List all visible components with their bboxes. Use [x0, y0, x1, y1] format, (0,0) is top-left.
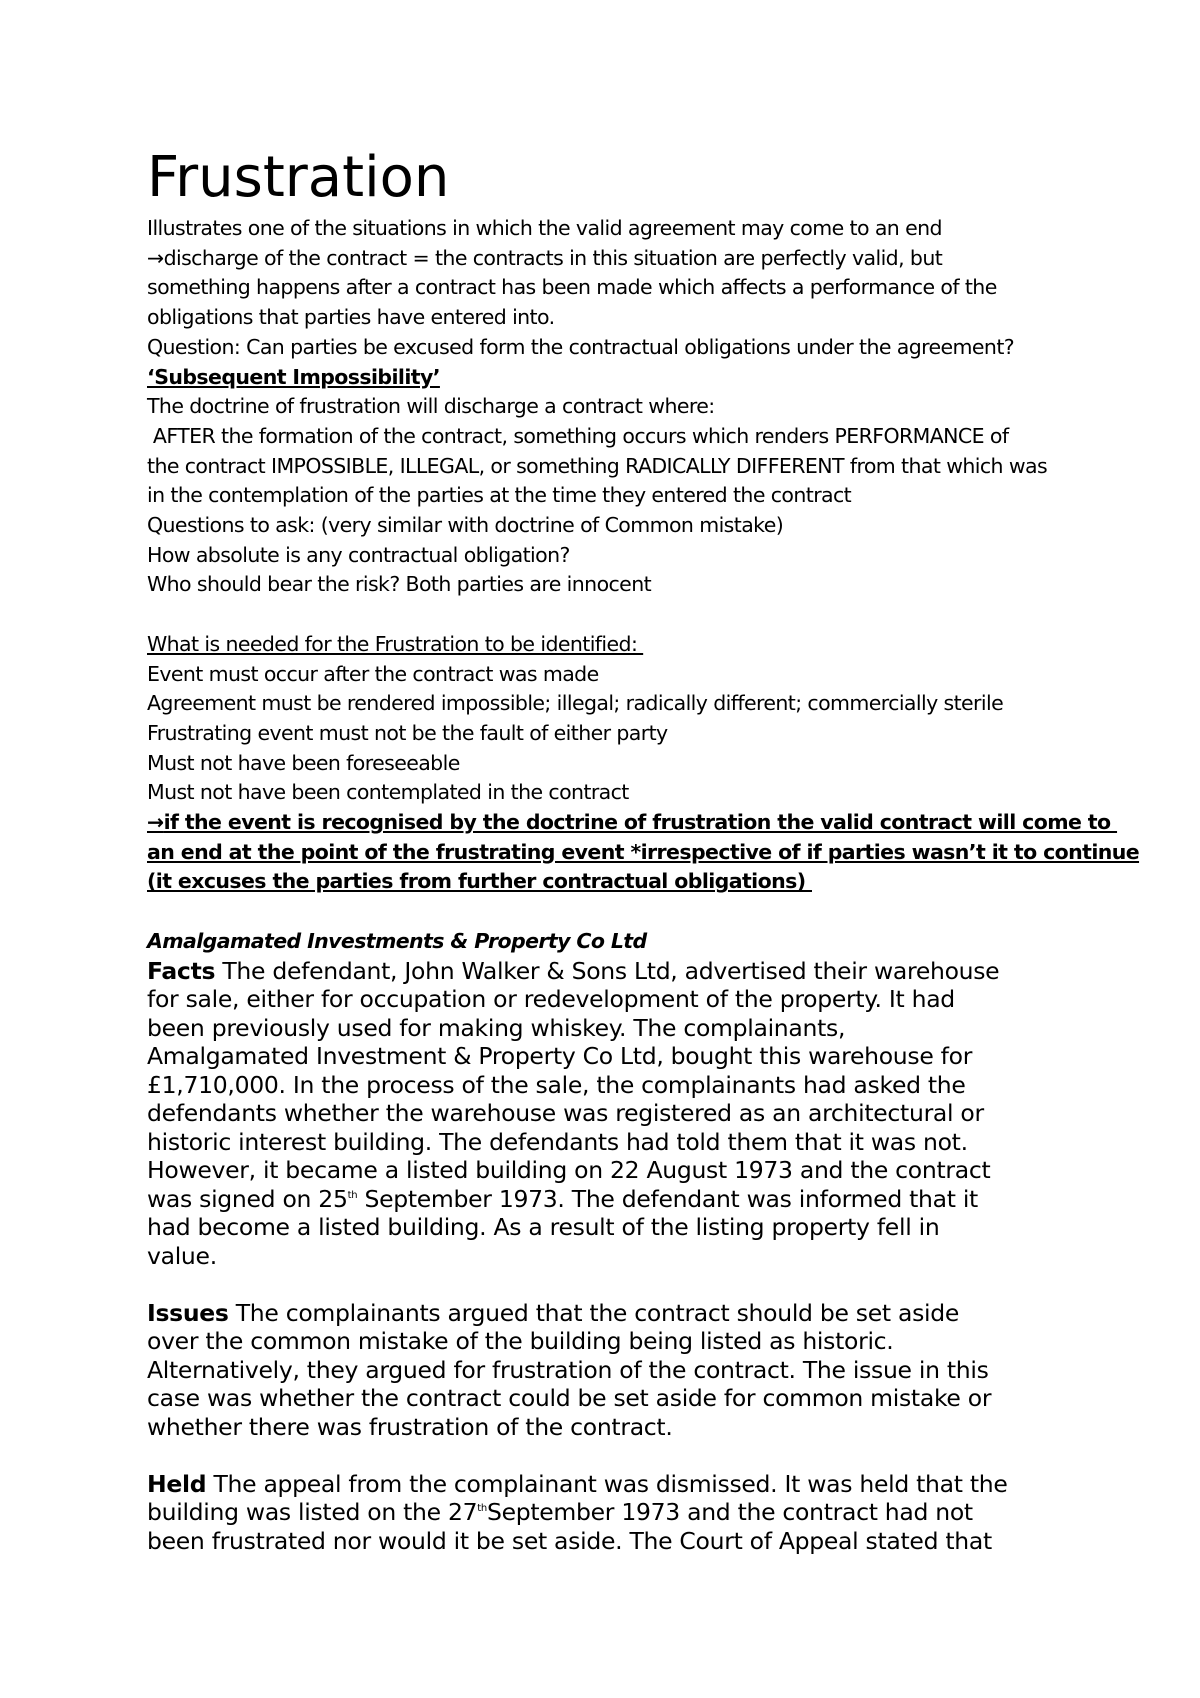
conclusion-line: an end at the point of the frustrating event *irrespective of if parties wasn’t it to continue	[147, 839, 1140, 864]
facts-line: been previously used for making whiskey. The complainants,	[147, 1013, 846, 1042]
facts-line: for sale, either for occupation or redevelopment of the property. It had	[147, 985, 955, 1014]
facts-line: had become a listed building. As a result of the listing property fell in	[147, 1213, 940, 1242]
intro-line: Illustrates one of the situations in which the valid agreement may come to an end	[147, 216, 942, 240]
needed-item: Must not have been foreseeable	[147, 750, 460, 775]
issues-text: The complainants argued that the contract should be set aside	[228, 1298, 960, 1327]
facts-line: However, it became a listed building on 22 August 1973 and the contract	[147, 1156, 991, 1185]
intro-text: discharge of the contract = the contracts in this situation are perfectly valid, but	[163, 245, 943, 270]
facts-line: value.	[147, 1241, 217, 1270]
held-label: Held	[147, 1469, 207, 1498]
arrow-icon: →	[147, 245, 164, 270]
facts-text: was signed on 25	[147, 1184, 348, 1213]
spacer	[147, 1270, 1077, 1299]
page-title: Frustration	[147, 145, 450, 210]
needed-item: Event must occur after the contract was made	[147, 661, 599, 686]
conclusion-line	[147, 808, 1118, 838]
doctrine-line: How absolute is any contractual obligation?	[147, 542, 570, 567]
held-text: September 1973 and the contract had not	[486, 1498, 973, 1527]
facts-line	[147, 1185, 1077, 1214]
doctrine-line: AFTER the formation of the contract, something occurs which renders PERFORMANCE of	[147, 423, 1009, 448]
conclusion-text: if the event is recognised by the doctrine of frustration the valid contract will come to	[163, 810, 1118, 835]
held-text: The appeal from the complainant was dismissed. It was held that the	[206, 1469, 1008, 1498]
case-title: Amalgamated Investments & Property Co Ltd	[147, 928, 647, 953]
facts-text: The defendant, John Walker & Sons Ltd, advertised their warehouse	[215, 956, 1000, 985]
facts-label: Facts	[147, 956, 216, 985]
issues-label: Issues	[147, 1298, 229, 1327]
held-line	[147, 1470, 1077, 1499]
issues-line: case was whether the contract could be set aside for common mistake or	[147, 1384, 992, 1413]
needed-item: Must not have been contemplated in the contract	[147, 780, 629, 805]
spacer	[147, 1441, 1077, 1470]
ordinal-suffix: th	[477, 1503, 487, 1515]
issues-line: over the common mistake of the building being listed as historic.	[147, 1327, 894, 1356]
intro-line: something happens after a contract has been made which affects a performance of the	[147, 275, 997, 300]
doctrine-line: Who should bear the risk? Both parties are innocent	[147, 572, 652, 597]
facts-line: £1,710,000. In the process of the sale, the complainants had asked the	[147, 1070, 966, 1099]
facts-line: defendants whether the warehouse was registered as an architectural or	[147, 1099, 984, 1128]
issues-line: whether there was frustration of the contract.	[147, 1412, 673, 1441]
facts-line: Amalgamated Investment & Property Co Ltd, bought this warehouse for	[147, 1042, 973, 1071]
issues-line	[147, 1299, 1077, 1328]
facts-line: historic interest building. The defendants had told them that it was not.	[147, 1127, 968, 1156]
facts-text: September 1973. The defendant was informed that it	[357, 1184, 978, 1213]
facts-line	[147, 957, 1077, 986]
doctrine-line: The doctrine of frustration will discharge a contract where:	[147, 394, 715, 419]
spacer	[147, 897, 1077, 927]
held-text: building was listed on the 27	[147, 1498, 478, 1527]
doctrine-line: in the contemplation of the parties at the time they entered the contract	[147, 483, 852, 508]
doctrine-line: the contract IMPOSSIBLE, ILLEGAL, or something RADICALLY DIFFERENT from that which was	[147, 453, 1048, 478]
needed-item: Frustrating event must not be the fault of either party	[147, 720, 668, 745]
issues-line: Alternatively, they argued for frustration of the contract. The issue in this	[147, 1355, 989, 1384]
intro-line: obligations that parties have entered into.	[147, 305, 555, 330]
held-line: been frustrated nor would it be set aside. The Court of Appeal stated that	[147, 1526, 992, 1555]
intro-line	[147, 244, 1077, 274]
needed-item: Agreement must be rendered impossible; illegal; radically different; commercially sterile	[147, 691, 1004, 716]
question-line: Question: Can parties be excused form the contractual obligations under the agreement?	[147, 334, 1015, 359]
subheading: ‘Subsequent Impossibility’	[147, 364, 440, 389]
arrow-icon: →	[147, 810, 164, 835]
needed-heading: What is needed for the Frustration to be identified:	[147, 631, 644, 656]
conclusion-line: (it excuses the parties from further contractual obligations)	[147, 869, 812, 894]
spacer	[147, 600, 1077, 630]
document-page	[147, 145, 1140, 1555]
ordinal-suffix: th	[347, 1189, 358, 1201]
held-line	[147, 1498, 1077, 1527]
doctrine-line: Questions to ask: (very similar with doctrine of Common mistake)	[147, 513, 784, 538]
